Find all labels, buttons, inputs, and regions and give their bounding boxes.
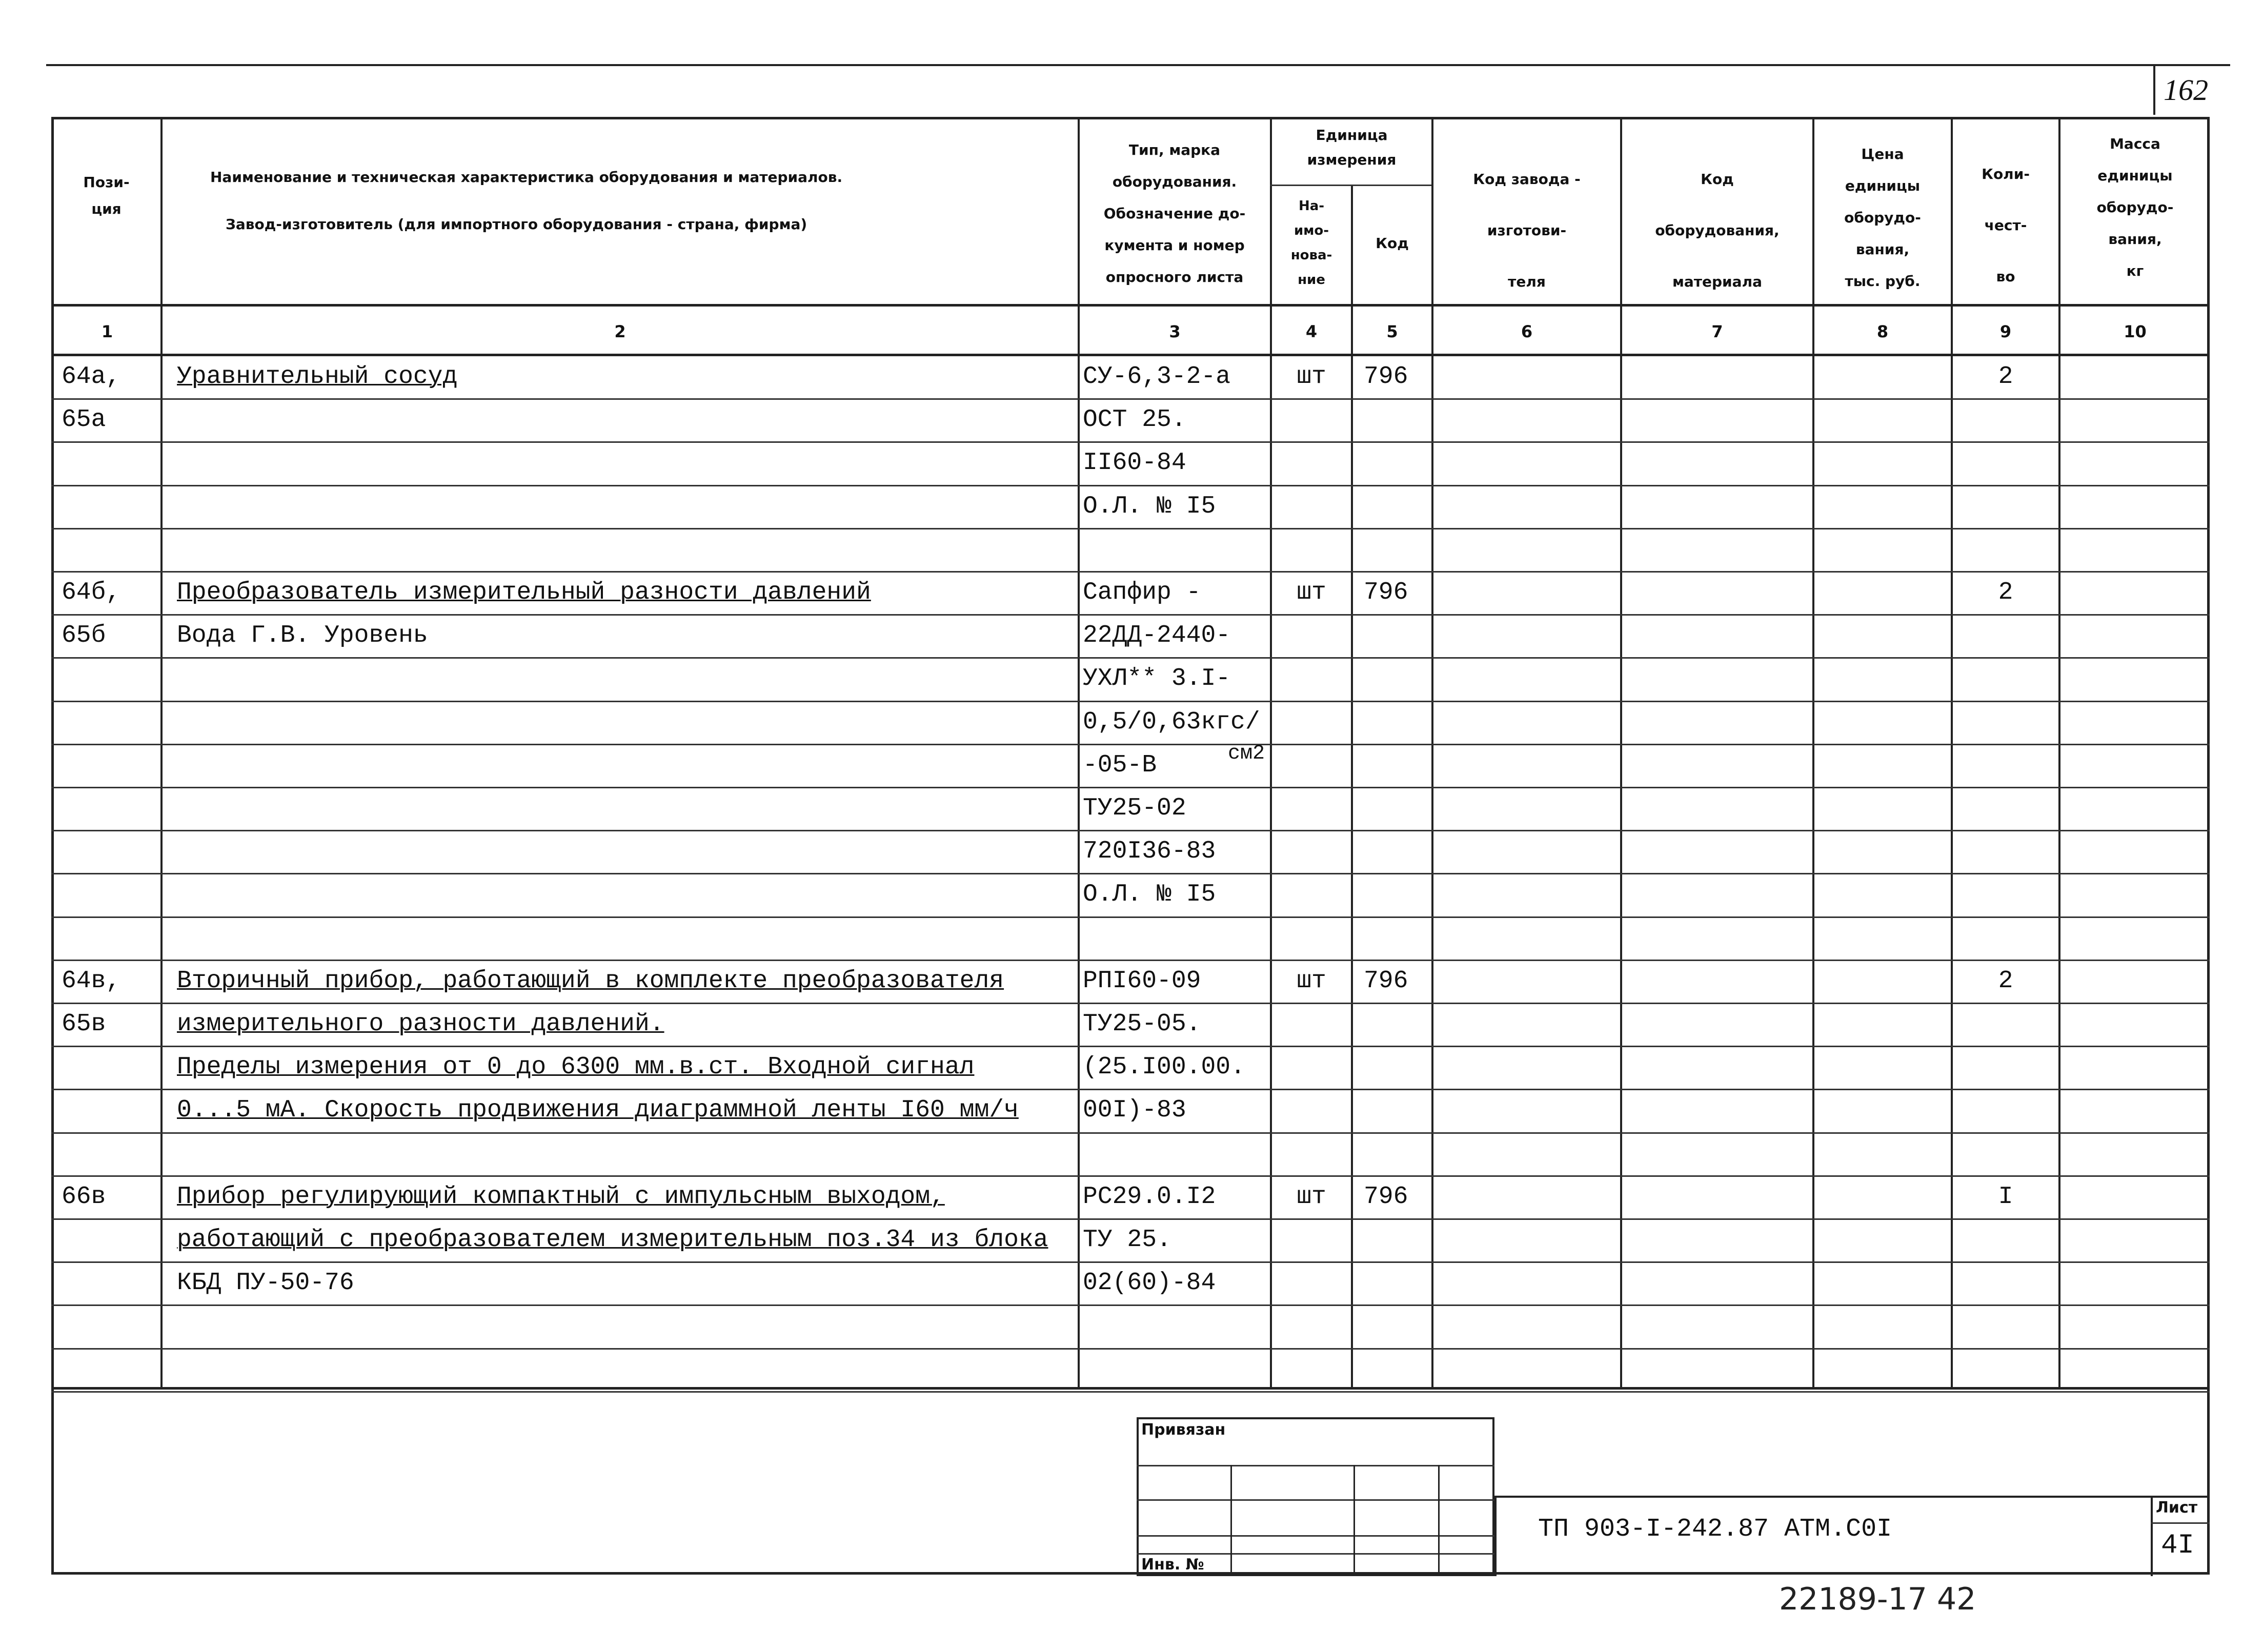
table-cell-qty bbox=[1953, 1133, 2058, 1176]
table-cell-qty bbox=[1953, 1090, 2058, 1133]
table-cell-qty bbox=[1953, 917, 2058, 961]
table-cell-name: КБД ПУ-50-76 bbox=[177, 1269, 354, 1297]
table-cell-qty bbox=[1953, 874, 2058, 917]
header-equipment-code: Код оборудования, материала bbox=[1655, 171, 1780, 290]
table-cell-qty bbox=[1953, 442, 2058, 485]
table-cell-name bbox=[177, 399, 1074, 442]
table-cell-name: работающий с преобразователем измерительным поз.34 из блока bbox=[177, 1226, 1048, 1254]
page-number-mark: 162 bbox=[2153, 66, 2220, 115]
col-divider bbox=[1620, 117, 1622, 1388]
table-cell-type: Сапфир - bbox=[1083, 579, 1201, 606]
table-cell-code bbox=[1364, 788, 1430, 831]
table-cell-pos: 64а, bbox=[62, 363, 121, 391]
table-cell-code bbox=[1364, 615, 1430, 658]
table-cell-pos: 66в bbox=[62, 1183, 106, 1211]
table-cell-pos bbox=[62, 442, 159, 485]
table-cell-unit: шт bbox=[1297, 1183, 1326, 1211]
col-number: 7 bbox=[1711, 322, 1723, 341]
table-cell-name bbox=[177, 1306, 1074, 1349]
col-number: 5 bbox=[1386, 322, 1398, 341]
table-cell-name: Преобразователь измерительный разности давлений bbox=[177, 579, 871, 606]
table-cell-code bbox=[1364, 486, 1430, 529]
table-cell-qty bbox=[1953, 615, 2058, 658]
table-cell-code bbox=[1364, 1047, 1430, 1090]
table-cell-qty bbox=[1953, 529, 2058, 572]
table-cell-type: РПI60-09 bbox=[1083, 967, 1201, 995]
table-cell-type: -05-В bbox=[1083, 751, 1157, 779]
table-cell-unit: шт bbox=[1297, 579, 1326, 606]
table-cell-unit bbox=[1272, 917, 1351, 961]
table-cell-pos: 65в bbox=[62, 1010, 106, 1038]
table-cell-unit bbox=[1272, 1047, 1351, 1090]
table-cell-name: Прибор регулирующий компактный с импульсным выходом, bbox=[177, 1183, 945, 1211]
table-cell-name bbox=[177, 1133, 1074, 1176]
stamp-line bbox=[1137, 1535, 1494, 1537]
table-cell-pos bbox=[62, 831, 159, 874]
table-cell-unit bbox=[1272, 486, 1351, 529]
table-cell-type: ОСТ 25. bbox=[1083, 406, 1186, 434]
table-cell-unit bbox=[1272, 1133, 1351, 1176]
table-cell-name bbox=[177, 1349, 1074, 1392]
document-code: ТП 903-I-242.87 АТМ.С0I bbox=[1538, 1515, 1892, 1544]
table-cell-qty bbox=[1953, 1349, 2058, 1392]
table-cell-code bbox=[1364, 745, 1430, 788]
table-cell-qty: I bbox=[1998, 1183, 2013, 1211]
table-cell-type: РС29.0.I2 bbox=[1083, 1183, 1216, 1211]
table-cell-name bbox=[177, 831, 1074, 874]
table-cell-name bbox=[177, 874, 1074, 917]
table-cell-type: 00I)-83 bbox=[1083, 1096, 1186, 1124]
table-cell-qty bbox=[1953, 1219, 2058, 1262]
table-cell-pos: 65а bbox=[62, 406, 106, 434]
table-cell-code: 796 bbox=[1364, 579, 1408, 606]
header-name-line2: Завод-изготовитель (для импортного оборудования - страна, фирма) bbox=[226, 216, 807, 233]
stamp-divider bbox=[1353, 1465, 1355, 1575]
table-cell-type bbox=[1083, 1306, 1267, 1349]
table-cell-name: 0...5 мА. Скорость продвижения диаграммной ленты I60 мм/ч bbox=[177, 1096, 1019, 1124]
table-cell-name bbox=[177, 702, 1074, 745]
table-cell-pos bbox=[62, 486, 159, 529]
header-unit: Единица измерения bbox=[1307, 127, 1397, 168]
table-cell-name: Вода Г.В. Уровень bbox=[177, 622, 428, 649]
unit-subheader-line bbox=[1270, 185, 1431, 186]
table-cell-pos: 64б, bbox=[62, 579, 121, 606]
table-cell-code: 796 bbox=[1364, 363, 1408, 391]
col-number: 9 bbox=[1999, 322, 2012, 341]
header-type: Тип, марка оборудования. Обозначение до- кумента и номер опросного листа bbox=[1103, 141, 1246, 285]
table-cell-code bbox=[1364, 529, 1430, 572]
table-cell-qty bbox=[1953, 1004, 2058, 1047]
table-cell-qty bbox=[1953, 831, 2058, 874]
table-cell-type: ТУ25-02 bbox=[1083, 794, 1186, 822]
table-cell-unit bbox=[1272, 1004, 1351, 1047]
col-divider bbox=[1431, 117, 1433, 1388]
table-cell-name bbox=[177, 788, 1074, 831]
table-cell-code bbox=[1364, 1306, 1430, 1349]
table-cell-unit bbox=[1272, 1349, 1351, 1392]
header-bottom-line bbox=[51, 304, 2210, 307]
table-cell-code bbox=[1364, 658, 1430, 701]
header-quantity: Коли- чест- во bbox=[1982, 166, 2030, 285]
table-cell-unit bbox=[1272, 1306, 1351, 1349]
table-cell-type: II60-84 bbox=[1083, 449, 1186, 477]
table-cell-code bbox=[1364, 702, 1430, 745]
table-cell-qty: 2 bbox=[1998, 967, 2013, 995]
table-cell-pos bbox=[62, 1306, 159, 1349]
table-cell-pos bbox=[62, 1090, 159, 1133]
table-cell-name bbox=[177, 529, 1074, 572]
table-cell-unit bbox=[1272, 529, 1351, 572]
table-cell-type: СУ-6,3-2-а bbox=[1083, 363, 1231, 391]
table-cell-type bbox=[1083, 1349, 1267, 1392]
table-cell-qty: 2 bbox=[1998, 363, 2013, 391]
table-cell-name bbox=[177, 486, 1074, 529]
col-number: 4 bbox=[1305, 322, 1318, 341]
header-position: Пози- ция bbox=[83, 174, 130, 217]
header-unit-code: Код bbox=[1376, 235, 1409, 252]
table-cell-pos bbox=[62, 1133, 159, 1176]
table-cell-type: 22ДД-2440- bbox=[1083, 622, 1231, 649]
table-cell-pos bbox=[62, 1349, 159, 1392]
header-unit-name: На- имо- нова- ние bbox=[1290, 198, 1332, 288]
table-cell-code bbox=[1364, 917, 1430, 961]
sheet-cell-line bbox=[2151, 1522, 2210, 1524]
table-cell-name bbox=[177, 917, 1074, 961]
table-cell-unit bbox=[1272, 615, 1351, 658]
table-cell-type: 720I36-83 bbox=[1083, 838, 1216, 865]
table-cell-pos bbox=[62, 529, 159, 572]
table-cell-unit bbox=[1272, 442, 1351, 485]
col-divider bbox=[1078, 117, 1080, 1388]
table-cell-type: ТУ 25. bbox=[1083, 1226, 1171, 1254]
table-cell-code bbox=[1364, 831, 1430, 874]
table-bottom-line bbox=[51, 1387, 2210, 1390]
top-border-line bbox=[46, 64, 2230, 66]
table-cell-unit bbox=[1272, 874, 1351, 917]
col-number: 3 bbox=[1169, 322, 1181, 341]
table-cell-type: О.Л. № I5 bbox=[1083, 881, 1216, 908]
table-cell-type: О.Л. № I5 bbox=[1083, 493, 1216, 520]
stamp-line bbox=[1137, 1499, 1494, 1501]
stamp-line bbox=[1137, 1465, 1494, 1466]
table-cell-name bbox=[177, 745, 1074, 788]
table-cell-unit: шт bbox=[1297, 363, 1326, 391]
table-cell-code bbox=[1364, 399, 1430, 442]
col-divider bbox=[2058, 117, 2060, 1388]
header-mass: Масса единицы оборудо- вания, кг bbox=[2096, 135, 2174, 279]
stamp-label-privyazan: Привязан bbox=[1141, 1421, 1226, 1439]
table-cell-qty bbox=[1953, 745, 2058, 788]
col-number: 6 bbox=[1521, 322, 1533, 341]
table-cell-name: Вторичный прибор, работающий в комплекте преобразователя bbox=[177, 967, 1004, 995]
table-cell-code bbox=[1364, 1219, 1430, 1262]
table-cell-unit bbox=[1272, 1219, 1351, 1262]
col-number: 8 bbox=[1876, 322, 1889, 341]
table-cell-unit bbox=[1272, 788, 1351, 831]
table-cell-qty bbox=[1953, 702, 2058, 745]
table-cell-code bbox=[1364, 1349, 1430, 1392]
table-cell-pos bbox=[62, 1047, 159, 1090]
table-cell-type bbox=[1083, 529, 1267, 572]
table-cell-pos bbox=[62, 788, 159, 831]
table-cell-qty bbox=[1953, 658, 2058, 701]
sheet-number: 4I bbox=[2161, 1530, 2194, 1561]
table-cell-unit bbox=[1272, 831, 1351, 874]
table-cell-type: (25.I00.00. bbox=[1083, 1053, 1245, 1081]
table-cell-name bbox=[177, 442, 1074, 485]
table-cell-type: УХЛ** 3.I- bbox=[1083, 665, 1231, 692]
table-cell-unit bbox=[1272, 1090, 1351, 1133]
handwritten-archive-number: 22189-17 42 bbox=[1779, 1581, 1976, 1617]
table-cell-code: 796 bbox=[1364, 967, 1408, 995]
col-number: 10 bbox=[2124, 322, 2147, 341]
col-number: 1 bbox=[101, 322, 113, 341]
table-cell-code bbox=[1364, 1262, 1430, 1306]
table-cell-unit bbox=[1272, 399, 1351, 442]
table-cell-unit bbox=[1272, 658, 1351, 701]
table-cell-name bbox=[177, 658, 1074, 701]
stamp-divider bbox=[1230, 1465, 1232, 1575]
table-cell-pos bbox=[62, 702, 159, 745]
table-cell-pos bbox=[62, 874, 159, 917]
table-cell-name: Уравнительный сосуд bbox=[177, 363, 458, 391]
table-cell-code: 796 bbox=[1364, 1183, 1408, 1211]
header-factory-code: Код завода - изготови- теля bbox=[1473, 171, 1581, 290]
table-cell-code bbox=[1364, 1090, 1430, 1133]
col-number: 2 bbox=[614, 322, 626, 341]
header-name-line1: Наименование и техническая характеристика оборудования и материалов. bbox=[210, 169, 843, 186]
stamp-line bbox=[1137, 1553, 1494, 1555]
table-cell-unit: шт bbox=[1297, 967, 1326, 995]
table-cell-unit bbox=[1272, 745, 1351, 788]
header-price: Цена единицы оборудо- вания, тыс. руб. bbox=[1844, 146, 1921, 290]
table-cell-name: измерительного разности давлений. bbox=[177, 1010, 664, 1038]
table-cell-type-superscript: см2 bbox=[1228, 742, 1265, 765]
table-cell-pos bbox=[62, 745, 159, 788]
table-cell-qty bbox=[1953, 486, 2058, 529]
table-cell-qty bbox=[1953, 1262, 2058, 1306]
table-cell-unit bbox=[1272, 702, 1351, 745]
table-cell-code bbox=[1364, 1004, 1430, 1047]
table-cell-pos bbox=[62, 658, 159, 701]
table-cell-pos bbox=[62, 917, 159, 961]
col-divider bbox=[1812, 117, 1814, 1388]
table-cell-type bbox=[1083, 1133, 1267, 1176]
stamp-label-inv: Инв. № bbox=[1141, 1556, 1204, 1574]
stamp-divider bbox=[1438, 1465, 1440, 1575]
table-cell-pos bbox=[62, 1219, 159, 1262]
table-cell-code bbox=[1364, 442, 1430, 485]
col-divider bbox=[160, 117, 163, 1388]
table-cell-qty bbox=[1953, 1306, 2058, 1349]
table-cell-code bbox=[1364, 874, 1430, 917]
table-cell-pos: 64в, bbox=[62, 967, 121, 995]
table-cell-type: 02(60)-84 bbox=[1083, 1269, 1216, 1297]
table-cell-type bbox=[1083, 917, 1267, 961]
table-cell-code bbox=[1364, 1133, 1430, 1176]
table-cell-qty bbox=[1953, 399, 2058, 442]
table-cell-pos: 65б bbox=[62, 622, 106, 649]
table-cell-qty bbox=[1953, 1047, 2058, 1090]
approval-stamp-box bbox=[1137, 1417, 1494, 1576]
table-cell-qty: 2 bbox=[1998, 579, 2013, 606]
table-cell-unit bbox=[1272, 1262, 1351, 1306]
table-cell-pos bbox=[62, 1262, 159, 1306]
table-cell-type: 0,5/0,63кгс/ bbox=[1083, 708, 1260, 736]
table-cell-qty bbox=[1953, 788, 2058, 831]
sheet-label: Лист bbox=[2156, 1499, 2198, 1517]
table-cell-name: Пределы измерения от 0 до 6300 мм.в.ст. Входной сигнал bbox=[177, 1053, 975, 1081]
table-cell-type: ТУ25-05. bbox=[1083, 1010, 1201, 1038]
